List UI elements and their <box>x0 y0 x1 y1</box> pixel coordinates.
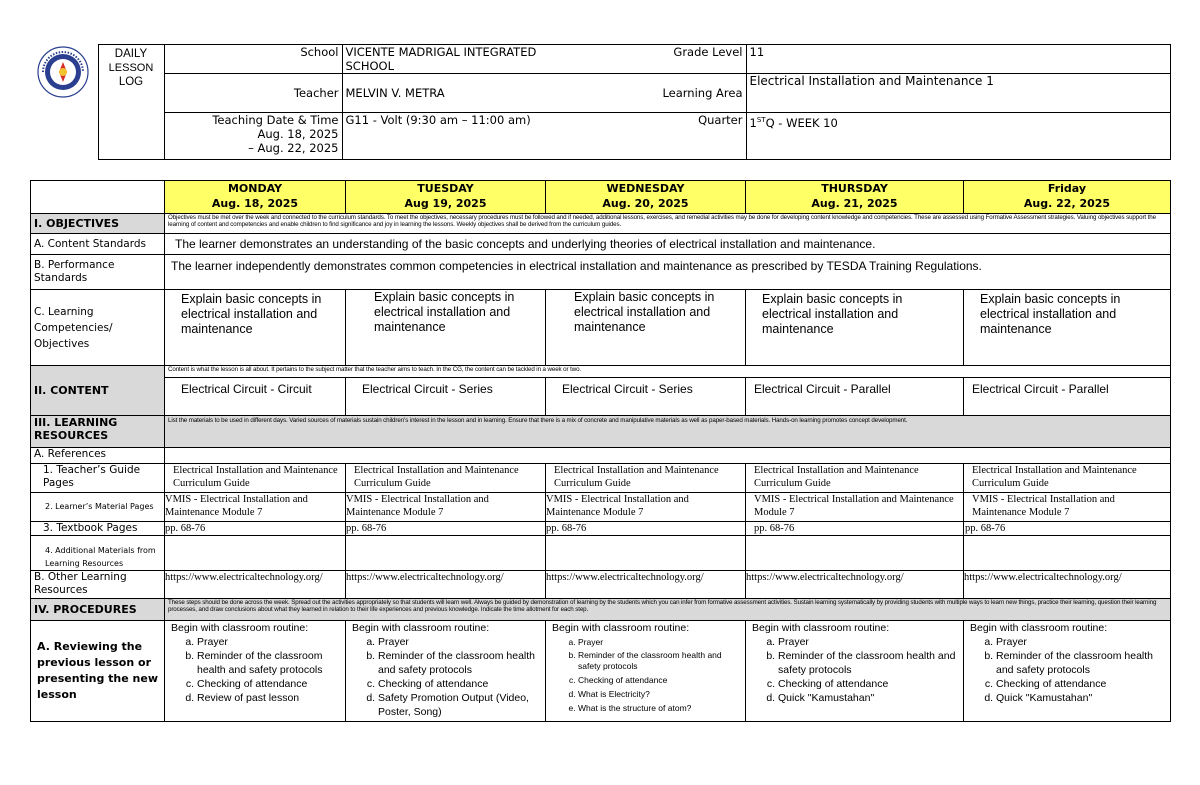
procedure-tuesday <box>346 621 546 722</box>
lm-thursday: VMIS - Electrical Installation and Maintenance Module 7 <box>746 493 964 522</box>
content-tuesday: Electrical Circuit - Series <box>346 378 546 416</box>
tb-thursday: pp. 68-76 <box>746 522 964 536</box>
references-empty <box>165 448 1171 464</box>
other-tuesday: https://www.electricaltechnology.org/ <box>346 571 546 599</box>
lm-monday: VMIS - Electrical Installation and Maintenance Module 7 <box>165 493 346 522</box>
list-item: a. Prayer <box>378 635 542 649</box>
competency-thursday: Explain basic concepts in electrical installation and maintenance <box>746 290 964 366</box>
performance-standards-value: The learner independently demonstrates common competencies in electrical installation and maintenance as prescribed by TESDA Training Regulations. <box>165 255 1171 290</box>
day-header-thursday <box>746 181 964 214</box>
tg-wednesday: Electrical Installation and Maintenance Curriculum Guide <box>546 464 746 493</box>
dll-title <box>98 45 164 160</box>
day-date: Aug. 18, 2025 <box>211 197 299 210</box>
header-table <box>30 44 1171 160</box>
day-header-monday <box>165 181 346 214</box>
date-label: Teaching Date & Time <box>212 113 339 127</box>
tg-tuesday: Electrical Installation and Maintenance Curriculum Guide <box>346 464 546 493</box>
procedure-wednesday <box>546 621 746 722</box>
list-item: c. Checking of attendance <box>197 677 342 691</box>
textbook-label: 3. Textbook Pages <box>31 522 165 536</box>
procedure-list <box>752 635 960 705</box>
school-label: School <box>164 45 342 74</box>
list-item: c. Checking of attendance <box>578 673 742 687</box>
day-name: THURSDAY <box>821 182 888 195</box>
list-item: d. Review of past lesson <box>197 691 342 705</box>
tg-monday: Electrical Installation and Maintenance Curriculum Guide <box>165 464 346 493</box>
other-thursday: https://www.electricaltechnology.org/ <box>746 571 964 599</box>
list-item: b. Reminder of the classroom health and safety protocols <box>378 649 542 677</box>
day-header-wednesday <box>546 181 746 214</box>
teacher-value: MELVIN V. METRA <box>342 74 546 113</box>
objectives-note: Objectives must be met over the week and connected to the curriculum standards. To meet the objectives, necessary procedures must be followed and if needed, additional lessons, exercises, and remedial activities may be done for developing content knowledge and competencies. These are assessed using Formative Assessment strategies. Valuing objectives support the learning of content and competencies and enable children to find significance and joy in learning the lessons. Weekly objectives shall be derived from the curriculum guides. <box>165 214 1171 234</box>
content-note: Content is what the lesson is all about. It pertains to the subject matter that the teacher aims to teach. In the CG, the content can be tackled in a week or two. <box>165 366 1171 378</box>
list-item: d. Quick "Kamustahan" <box>996 691 1167 705</box>
list-item: d. Quick "Kamustahan" <box>778 691 960 705</box>
other-resources-label: B. Other Learning Resources <box>31 571 165 599</box>
other-monday: https://www.electricaltechnology.org/ <box>165 571 346 599</box>
content-wednesday: Electrical Circuit - Series <box>546 378 746 416</box>
procedure-list <box>352 635 542 719</box>
tg-friday: Electrical Installation and Maintenance Curriculum Guide <box>964 464 1171 493</box>
content-standards-value: The learner demonstrates an understanding of the basic concepts and underlying theories of electrical installation and maintenance. <box>165 234 1171 255</box>
list-item: a. Prayer <box>778 635 960 649</box>
tb-monday: pp. 68-76 <box>165 522 346 536</box>
time-value: G11 - Volt (9:30 am – 11:00 am) <box>342 113 546 160</box>
area-label: Learning Area <box>546 74 746 113</box>
list-item: b. Reminder of the classroom health and safety protocols <box>578 649 742 673</box>
list-item: b. Reminder of the classroom health and safety protocols <box>996 649 1167 677</box>
list-item: b. Reminder of the classroom health and safety protocols <box>778 649 960 677</box>
performance-standards-label: B. Performance Standards <box>31 255 165 290</box>
procedure-list <box>552 635 742 715</box>
quarter-value <box>746 113 1170 160</box>
dll-line-2: LESSON <box>108 62 154 74</box>
content-friday: Electrical Circuit - Parallel <box>964 378 1171 416</box>
day-name: TUESDAY <box>417 182 474 195</box>
school-value: VICENTE MADRIGAL INTEGRATED SCHOOL <box>342 45 546 74</box>
objectives-label: I. OBJECTIVES <box>31 214 165 234</box>
teacher-label: Teacher <box>164 74 342 113</box>
list-item: e. What is the structure of atom? <box>578 701 742 715</box>
procedure-friday <box>964 621 1171 722</box>
content-monday: Electrical Circuit - Circuit <box>165 378 346 416</box>
list-item: a. Prayer <box>578 635 742 649</box>
dll-line-3: LOG <box>118 76 144 88</box>
corner-cell <box>31 181 165 214</box>
resources-note: List the materials to be used in different days. Varied sources of materials sustain children’s interest in the lesson and in learning. Ensure that there is a mix of concrete and manipulative materials as well as paper-based materials. Hands-on learning promotes concept development. <box>165 416 1171 448</box>
procedure-a-label: A. Reviewing the previous lesson or presenting the new lesson <box>31 621 165 722</box>
list-item: a. Prayer <box>996 635 1167 649</box>
add-wednesday <box>546 536 746 571</box>
add-friday <box>964 536 1171 571</box>
procedure-list <box>970 635 1167 705</box>
procedure-monday <box>165 621 346 722</box>
competency-monday: Explain basic concepts in electrical installation and maintenance <box>165 290 346 366</box>
add-monday <box>165 536 346 571</box>
date-end: – Aug. 22, 2025 <box>248 141 339 155</box>
day-name: WEDNESDAY <box>606 182 685 195</box>
day-date: Aug 19, 2025 <box>404 197 487 210</box>
grade-value: 11 <box>746 45 1170 74</box>
other-wednesday: https://www.electricaltechnology.org/ <box>546 571 746 599</box>
day-date: Aug. 20, 2025 <box>602 197 689 210</box>
quarter-label: Quarter <box>546 113 746 160</box>
date-start: Aug. 18, 2025 <box>257 127 339 141</box>
grade-label: Grade Level <box>546 45 746 74</box>
list-item: b. Reminder of the classroom health and safety protocols <box>197 649 342 677</box>
routine-heading: Begin with classroom routine: <box>552 622 690 634</box>
list-item: c. Checking of attendance <box>778 677 960 691</box>
quarter-num: 1 <box>749 115 757 130</box>
competency-tuesday: Explain basic concepts in electrical installation and maintenance <box>346 290 546 366</box>
day-name: MONDAY <box>227 182 283 195</box>
tb-wednesday: pp. 68-76 <box>546 522 746 536</box>
procedure-list <box>171 635 342 705</box>
lm-tuesday: VMIS - Electrical Installation and Maintenance Module 7 <box>346 493 546 522</box>
tg-thursday: Electrical Installation and Maintenance Curriculum Guide <box>746 464 964 493</box>
quarter-sup: ST <box>756 116 766 124</box>
list-item: a. Prayer <box>197 635 342 649</box>
routine-heading: Begin with classroom routine: <box>352 622 490 634</box>
day-date: Aug. 22, 2025 <box>1023 197 1111 210</box>
list-item: d. What is Electricity? <box>578 687 742 701</box>
area-value: Electrical Installation and Maintenance 1 <box>746 74 1170 113</box>
list-item: c. Checking of attendance <box>378 677 542 691</box>
content-thursday: Electrical Circuit - Parallel <box>746 378 964 416</box>
content-standards-label: A. Content Standards <box>31 234 165 255</box>
tb-tuesday: pp. 68-76 <box>346 522 546 536</box>
routine-heading: Begin with classroom routine: <box>970 622 1108 634</box>
day-header-friday <box>964 181 1171 214</box>
lm-friday: VMIS - Electrical Installation and Maintenance Module 7 <box>964 493 1171 522</box>
teachers-guide-label: 1. Teacher’s Guide Pages <box>31 464 165 493</box>
resources-label: III. LEARNING RESOURCES <box>31 416 165 448</box>
date-cell <box>164 113 342 160</box>
procedure-thursday <box>746 621 964 722</box>
tb-friday: pp. 68-76 <box>964 522 1171 536</box>
day-date: Aug. 21, 2025 <box>811 197 898 210</box>
procedures-note: These steps should be done across the week. Spread out the activities appropriately so that students will learn well. Always be guided by demonstration of learning by the students which you can infer from formative assessment activities. Sustain learning systematically by providing students with multiple ways to learn new things, practice their learning, question their learning processes, and draw conclusions about what they learned in relation to their life experiences and previous knowledge. Indicate the time allotment for each step. <box>165 599 1171 621</box>
add-tuesday <box>346 536 546 571</box>
list-item: c. Checking of attendance <box>996 677 1167 691</box>
competency-friday: Explain basic concepts in electrical installation and maintenance <box>964 290 1171 366</box>
add-thursday <box>746 536 964 571</box>
day-name: Friday <box>1047 182 1087 195</box>
competencies-label: C. Learning Competencies/ Objectives <box>31 290 165 366</box>
dll-main-table <box>30 180 1171 722</box>
competency-wednesday: Explain basic concepts in electrical installation and maintenance <box>546 290 746 366</box>
quarter-week: Q - WEEK 10 <box>765 115 838 130</box>
day-header-tuesday <box>346 181 546 214</box>
other-friday: https://www.electricaltechnology.org/ <box>964 571 1171 599</box>
references-label: A. References <box>31 448 165 464</box>
routine-heading: Begin with classroom routine: <box>171 622 309 634</box>
logo-cell <box>30 45 98 160</box>
procedures-label: IV. PROCEDURES <box>31 599 165 621</box>
lm-wednesday: VMIS - Electrical Installation and Maintenance Module 7 <box>546 493 746 522</box>
dll-line-1: DAILY <box>114 48 148 60</box>
additional-materials-label: 4. Additional Materials from Learning Resources <box>31 536 165 571</box>
learners-material-label: 2. Learner’s Material Pages <box>31 493 165 522</box>
content-label: II. CONTENT <box>31 366 165 416</box>
list-item: d. Safety Promotion Output (Video, Poster, Song) <box>378 691 542 719</box>
routine-heading: Begin with classroom routine: <box>752 622 890 634</box>
